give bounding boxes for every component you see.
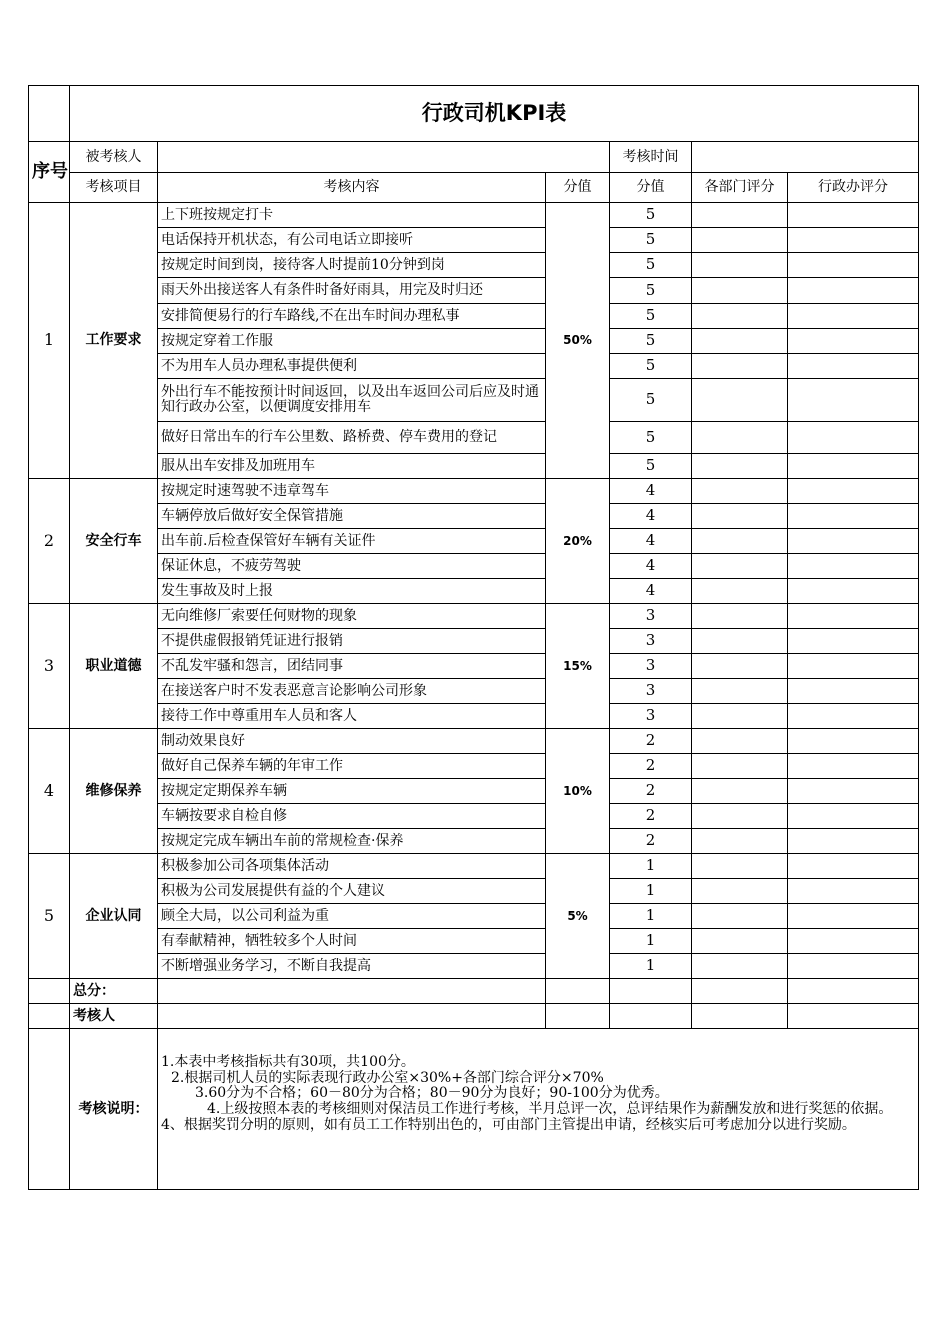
assessee-label: 被考核人 [70,142,158,173]
table-row [29,454,919,479]
criterion-text: 积极参加公司各项集体活动 [158,854,546,879]
admin-score-cell[interactable] [788,479,919,504]
dept-score-cell[interactable] [692,729,788,754]
section-number: 1 [29,203,70,479]
criterion-text: 服从出车安排及加班用车 [158,454,546,479]
notes-seq-cell [29,1029,70,1190]
criterion-text: 发生事故及时上报 [158,579,546,604]
dept-score-cell[interactable] [692,379,788,422]
criterion-score: 1 [610,854,692,879]
note-3: 3.60分为不合格；60－80分为合格；80－90分为良好；90-100分为优秀。 [195,1085,669,1102]
table-row [29,654,919,679]
criterion-text: 不断增强业务学习，不断自我提高 [158,954,546,979]
assessor-weight-cell [546,1004,610,1029]
dept-score-cell[interactable] [692,329,788,354]
page-title: 行政司机KPI表 [70,86,919,142]
admin-score-cell[interactable] [788,629,919,654]
criterion-text: 上下班按规定打卡 [158,203,546,228]
assessor-content-cell[interactable] [158,1004,546,1029]
section-name: 企业认同 [70,854,158,979]
dept-score-cell[interactable] [692,704,788,729]
criterion-score: 5 [610,253,692,278]
dept-score-header: 各部门评分 [692,173,788,203]
table-row [29,278,919,304]
admin-score-cell[interactable] [788,729,919,754]
total-seq-cell [29,979,70,1004]
section-weight: 50% [546,203,610,479]
dept-score-cell[interactable] [692,929,788,954]
criterion-text: 不提供虚假报销凭证进行报销 [158,629,546,654]
dept-score-cell[interactable] [692,679,788,704]
criterion-text: 安排简便易行的行车路线,不在出车时间办理私事 [158,304,546,329]
criterion-text: 做好自己保养车辆的年审工作 [158,754,546,779]
score-header: 分值 [610,173,692,203]
dept-score-cell[interactable] [692,554,788,579]
criterion-score: 5 [610,422,692,454]
admin-score-cell[interactable] [788,253,919,278]
assessor-dept-cell[interactable] [692,1004,788,1029]
criterion-score: 5 [610,278,692,304]
dept-score-cell[interactable] [692,904,788,929]
table-row [29,253,919,278]
criterion-score: 3 [610,679,692,704]
assessee-field[interactable] [158,142,610,173]
admin-score-cell[interactable] [788,228,919,253]
criterion-text: 在接送客户时不发表恶意言论影响公司形象 [158,679,546,704]
table-row [29,854,919,879]
criterion-score: 5 [610,304,692,329]
table-row [29,529,919,554]
section-weight: 5% [546,854,610,979]
dept-score-cell[interactable] [692,278,788,304]
criterion-score: 3 [610,604,692,629]
total-content-cell [158,979,546,1004]
criterion-score: 4 [610,554,692,579]
total-dept-cell[interactable] [692,979,788,1004]
seq-header: 序号 [29,142,70,203]
admin-score-cell[interactable] [788,422,919,454]
dept-score-cell[interactable] [692,604,788,629]
assessor-admin-cell[interactable] [788,1004,919,1029]
criterion-score: 2 [610,754,692,779]
total-label: 总分： [70,979,158,1004]
criterion-text: 顾全大局，以公司利益为重 [158,904,546,929]
admin-score-cell[interactable] [788,278,919,304]
criterion-score: 3 [610,629,692,654]
dept-score-cell[interactable] [692,454,788,479]
table-row [29,304,919,329]
section-weight: 20% [546,479,610,604]
criterion-score: 4 [610,504,692,529]
admin-score-cell[interactable] [788,329,919,354]
admin-score-header: 行政办评分 [788,173,919,203]
kpi-table [28,85,919,1190]
criterion-text: 按规定穿着工作服 [158,329,546,354]
section-weight: 15% [546,604,610,729]
admin-score-cell[interactable] [788,929,919,954]
admin-score-cell[interactable] [788,379,919,422]
table-row [29,504,919,529]
table-row [29,579,919,604]
dept-score-cell[interactable] [692,829,788,854]
criterion-text: 积极为公司发展提供有益的个人建议 [158,879,546,904]
table-row [29,929,919,954]
dept-score-cell[interactable] [692,203,788,228]
criterion-score: 5 [610,203,692,228]
dept-score-cell[interactable] [692,504,788,529]
section-number: 5 [29,854,70,979]
assessor-score-cell[interactable] [610,1004,692,1029]
dept-score-cell[interactable] [692,228,788,253]
table-row [29,779,919,804]
table-row [29,754,919,779]
criterion-score: 1 [610,879,692,904]
criterion-score: 2 [610,729,692,754]
total-score-cell[interactable] [610,979,692,1004]
table-row [29,904,919,929]
dept-score-cell[interactable] [692,879,788,904]
assessor-seq-cell [29,1004,70,1029]
section-number: 2 [29,479,70,604]
criterion-score: 3 [610,654,692,679]
table-row [29,379,919,422]
admin-score-cell[interactable] [788,754,919,779]
table-row [29,479,919,504]
admin-score-cell[interactable] [788,679,919,704]
criterion-text: 按规定时速驾驶不违章驾车 [158,479,546,504]
table-row [29,329,919,354]
table-row [29,879,919,904]
criterion-score: 1 [610,954,692,979]
note-2: 2.根据司机人员的实际表现行政办公室×30%+各部门综合评分×70% [171,1069,604,1086]
criterion-score: 5 [610,354,692,379]
admin-score-cell[interactable] [788,904,919,929]
criterion-text: 雨天外出接送客人有条件时备好雨具，用完及时归还 [158,278,546,304]
table-row [29,228,919,253]
assess-time-field[interactable] [692,142,919,173]
table-row [29,554,919,579]
dept-score-cell[interactable] [692,629,788,654]
admin-score-cell[interactable] [788,704,919,729]
assess-time-label: 考核时间 [610,142,692,173]
criterion-text: 车辆停放后做好安全保管措施 [158,504,546,529]
table-row [29,203,919,228]
admin-score-cell[interactable] [788,304,919,329]
criterion-text: 接待工作中尊重用车人员和客人 [158,704,546,729]
dept-score-cell[interactable] [692,579,788,604]
criterion-score: 5 [610,454,692,479]
admin-score-cell[interactable] [788,954,919,979]
item-header: 考核项目 [70,173,158,203]
criterion-text: 车辆按要求自检自修 [158,804,546,829]
dept-score-cell[interactable] [692,253,788,278]
table-row [29,954,919,979]
admin-score-cell[interactable] [788,654,919,679]
criterion-score: 5 [610,329,692,354]
section-name: 安全行车 [70,479,158,604]
criterion-text: 按规定完成车辆出车前的常规检查·保养 [158,829,546,854]
dept-score-cell[interactable] [692,754,788,779]
admin-score-cell[interactable] [788,829,919,854]
criterion-score: 4 [610,579,692,604]
criterion-score: 3 [610,704,692,729]
criterion-score: 2 [610,779,692,804]
criterion-score: 2 [610,804,692,829]
section-number: 4 [29,729,70,854]
section-name: 工作要求 [70,203,158,479]
notes-label: 考核说明： [70,1029,158,1190]
dept-score-cell[interactable] [692,854,788,879]
admin-score-cell[interactable] [788,529,919,554]
section-number: 3 [29,604,70,729]
total-admin-cell[interactable] [788,979,919,1004]
criterion-text: 不为用车人员办理私事提供便利 [158,354,546,379]
section-weight: 10% [546,729,610,854]
criterion-text: 外出行车不能按预计时间返回，以及出车返回公司后应及时通知行政办公室，以便调度安排用车 [158,379,546,422]
admin-score-cell[interactable] [788,504,919,529]
section-name: 维修保养 [70,729,158,854]
admin-score-cell[interactable] [788,554,919,579]
admin-score-cell[interactable] [788,579,919,604]
dept-score-cell[interactable] [692,529,788,554]
criterion-text: 无向维修厂索要任何财物的现象 [158,604,546,629]
weight-header: 分值 [546,173,610,203]
admin-score-cell[interactable] [788,604,919,629]
admin-score-cell[interactable] [788,804,919,829]
criterion-text: 制动效果良好 [158,729,546,754]
criterion-text: 按规定定期保养车辆 [158,779,546,804]
notes-text [158,1029,919,1190]
criterion-text: 保证休息，不疲劳驾驶 [158,554,546,579]
criterion-score: 2 [610,829,692,854]
admin-score-cell[interactable] [788,354,919,379]
admin-score-cell[interactable] [788,454,919,479]
assessor-label: 考核人 [70,1004,158,1029]
content-header: 考核内容 [158,173,546,203]
corner-cell [29,86,70,142]
criterion-score: 5 [610,228,692,253]
criterion-text: 按规定时间到岗，接待客人时提前10分钟到岗 [158,253,546,278]
note-5: 4、根据奖罚分明的原则，如有员工工作特别出色的，可由部门主管提出申请，经核实后可考虑加分以进行奖励。 [161,1116,856,1133]
dept-score-cell[interactable] [692,422,788,454]
table-row [29,679,919,704]
table-row [29,804,919,829]
dept-score-cell[interactable] [692,654,788,679]
note-4: 4.上级按照本表的考核细则对保洁员工作进行考核，半月总评一次，总评结果作为薪酬发放和进行奖惩的依据。 [207,1101,893,1118]
criterion-score: 5 [610,379,692,422]
criterion-text: 电话保持开机状态，有公司电话立即接听 [158,228,546,253]
admin-score-cell[interactable] [788,779,919,804]
table-row [29,354,919,379]
dept-score-cell[interactable] [692,779,788,804]
table-row [29,422,919,454]
dept-score-cell[interactable] [692,479,788,504]
dept-score-cell[interactable] [692,954,788,979]
criterion-score: 1 [610,904,692,929]
criterion-text: 出车前.后检查保管好车辆有关证件 [158,529,546,554]
criterion-score: 4 [610,529,692,554]
criterion-score: 4 [610,479,692,504]
table-row [29,729,919,754]
note-1: 1.本表中考核指标共有30项，共100分。 [161,1054,415,1070]
admin-score-cell[interactable] [788,854,919,879]
table-row [29,829,919,854]
criterion-text: 做好日常出车的行车公里数、路桥费、停车费用的登记 [158,422,546,454]
section-name: 职业道德 [70,604,158,729]
dept-score-cell[interactable] [692,354,788,379]
admin-score-cell[interactable] [788,879,919,904]
table-row [29,604,919,629]
criterion-text: 不乱发牢骚和怨言，团结同事 [158,654,546,679]
admin-score-cell[interactable] [788,203,919,228]
criterion-text: 有奉献精神，牺牲较多个人时间 [158,929,546,954]
total-weight-cell [546,979,610,1004]
dept-score-cell[interactable] [692,304,788,329]
criterion-score: 1 [610,929,692,954]
table-row [29,704,919,729]
dept-score-cell[interactable] [692,804,788,829]
table-row [29,629,919,654]
